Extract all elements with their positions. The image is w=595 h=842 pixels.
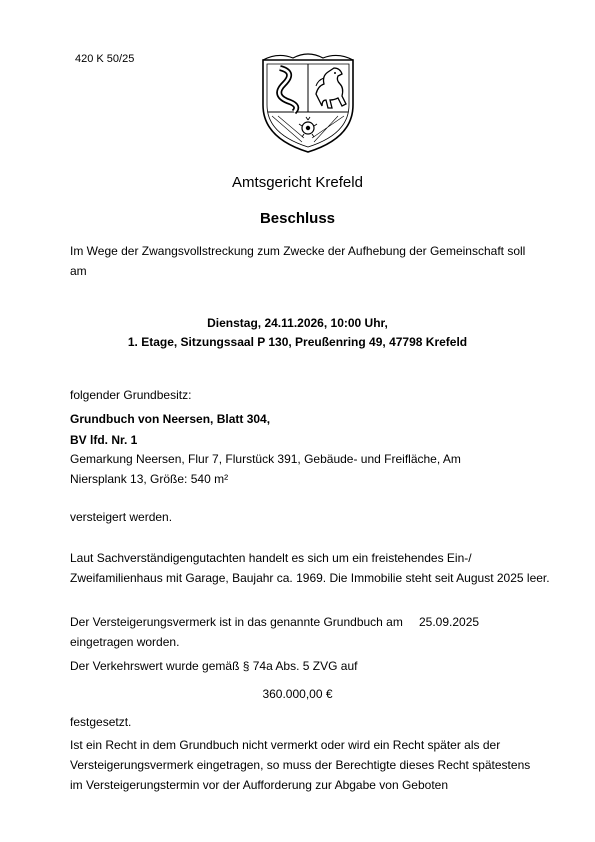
appointment-date: Dienstag, 24.11.2026, 10:00 Uhr, [207,316,388,330]
market-value-intro: Der Verkehrswert wurde gemäß § 74a Abs. 5 ZVG auf [70,659,358,673]
appraisal-text: Laut Sachverständigengutachten handelt es sich um ein freistehendes Ein-/ Zweifamilienhaus mit Garage, Baujahr ca. 1969. Die Immobilie steht seit August 2025 leer. [70,551,550,585]
market-value-amount: 360.000,00 € [262,687,333,701]
bv-number: BV lfd. Nr. 1 [70,433,138,447]
rights-text: Ist ein Recht in dem Grundbuch nicht vermerkt oder wird ein Recht später als der Versteigerungsvermerk eingetragen, so muss der Berechtigte dieses Recht spätestens im Versteigerungstermin vor der Aufforderung zur Abgabe von Geboten [70,738,531,792]
parcel-description: Gemarkung Neersen, Flur 7, Flurstück 391, Gebäude- und Freifläche, Am Niersplank 13, Größe: 540 m² [70,452,461,486]
intro-text: Im Wege der Zwangsvollstreckung zum Zwecke der Aufhebung der Gemeinschaft soll am [70,244,526,278]
document-title: Beschluss [259,210,336,227]
file-reference: 420 K 50/25 [75,53,135,65]
registration-text: Der Versteigerungsvermerk ist in das genannte Grundbuch am [70,615,403,629]
court-name: Amtsgericht Krefeld [232,174,363,191]
market-value-suffix: festgesetzt. [70,715,132,729]
registration-suffix: eingetragen worden. [70,635,180,649]
land-register: Grundbuch von Neersen, Blatt 304, [70,412,271,426]
appointment-place: 1. Etage, Sitzungssaal P 130, Preußenring 49, 47798 Krefeld [127,335,468,349]
registration-date: 25.09.2025 [419,615,480,629]
auctioned-text: versteigert werden. [70,510,173,524]
coat-of-arms-icon [258,50,358,155]
property-intro: folgender Grundbesitz: [70,388,192,402]
